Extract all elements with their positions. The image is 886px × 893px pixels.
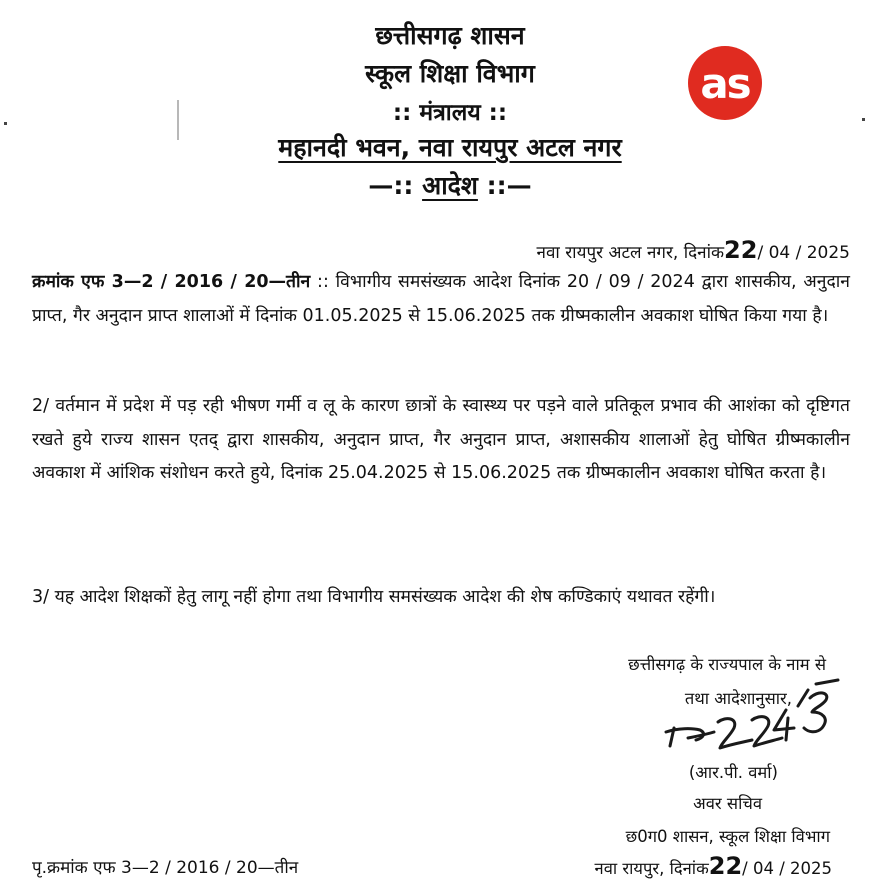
handwritten-signature bbox=[648, 670, 844, 770]
order-title: —:: आदेश ::— bbox=[368, 171, 532, 200]
ministry-label: :: मंत्रालय :: bbox=[392, 100, 508, 126]
scan-dot bbox=[862, 118, 865, 121]
order-reference: क्रमांक एफ 3—2 / 2016 / 20—तीन bbox=[32, 272, 311, 292]
paragraph-1: क्रमांक एफ 3—2 / 2016 / 20—तीन :: विभागीय समसंख्यक आदेश दिनांक 20 / 09 / 2024 द्वारा शासकीय, अनुदान प्राप्त, गैर अनुदान प्राप्त शालाओं में दिनांक 01.05.2025 से 15.06.2025 तक ग्रीष्मकालीन अवकाश घोषित किया गया है। bbox=[32, 272, 850, 326]
signature-place-date: नवा रायपुर, दिनांक22/ 04 / 2025 bbox=[594, 852, 832, 880]
office-address: महानदी भवन, नवा रायपुर अटल नगर bbox=[278, 133, 622, 162]
officer-department: छ0ग0 शासन, स्कूल शिक्षा विभाग bbox=[625, 827, 830, 846]
paragraph-2: 2/ वर्तमान में प्रदेश में पड़ रही भीषण गर्मी व लू के कारण छात्रों के स्वास्थ्य पर पड़ने वाले प्रतिकूल प्रभाव की आशंका को दृष्टिगत रखते हुये राज्य शासन एतद् द्वारा शासकीय, अनुदान प्राप्त, गैर अनुदान प्राप्त, अशासकीय शालाओं हेतु घोषित ग्रीष्मकालीन अवकाश में आंशिक संशोधन करते हुये, दिनांक 25.04.2025 से 15.06.2025 तक ग्रीष्मकालीन अवकाश घोषित करता है। bbox=[32, 396, 850, 483]
govt-name: छत्तीसगढ़ शासन bbox=[375, 21, 525, 50]
endorsement-reference: पृ.क्रमांक एफ 3—2 / 2016 / 20—तीन bbox=[32, 858, 299, 878]
paragraph-3: 3/ यह आदेश शिक्षकों हेतु लागू नहीं होगा तथा विभागीय समसंख्यक आदेश की शेष कण्डिकाएं यथावत रहेंगी। bbox=[32, 587, 716, 607]
margin-mark bbox=[176, 100, 180, 140]
scan-dot bbox=[4, 122, 7, 125]
officer-designation: अवर सचिव bbox=[693, 794, 762, 813]
governor-authority: छत्तीसगढ़ के राज्यपाल के नाम से bbox=[628, 655, 826, 674]
officer-name: (आर.पी. वर्मा) bbox=[688, 763, 778, 782]
as-logo-icon: as bbox=[688, 46, 762, 120]
order-date: नवा रायपुर अटल नगर, दिनांक22/ 04 / 2025 bbox=[536, 236, 850, 264]
by-order: तथा आदेशानुसार, bbox=[684, 689, 792, 708]
department-name: स्कूल शिक्षा विभाग bbox=[365, 59, 535, 88]
